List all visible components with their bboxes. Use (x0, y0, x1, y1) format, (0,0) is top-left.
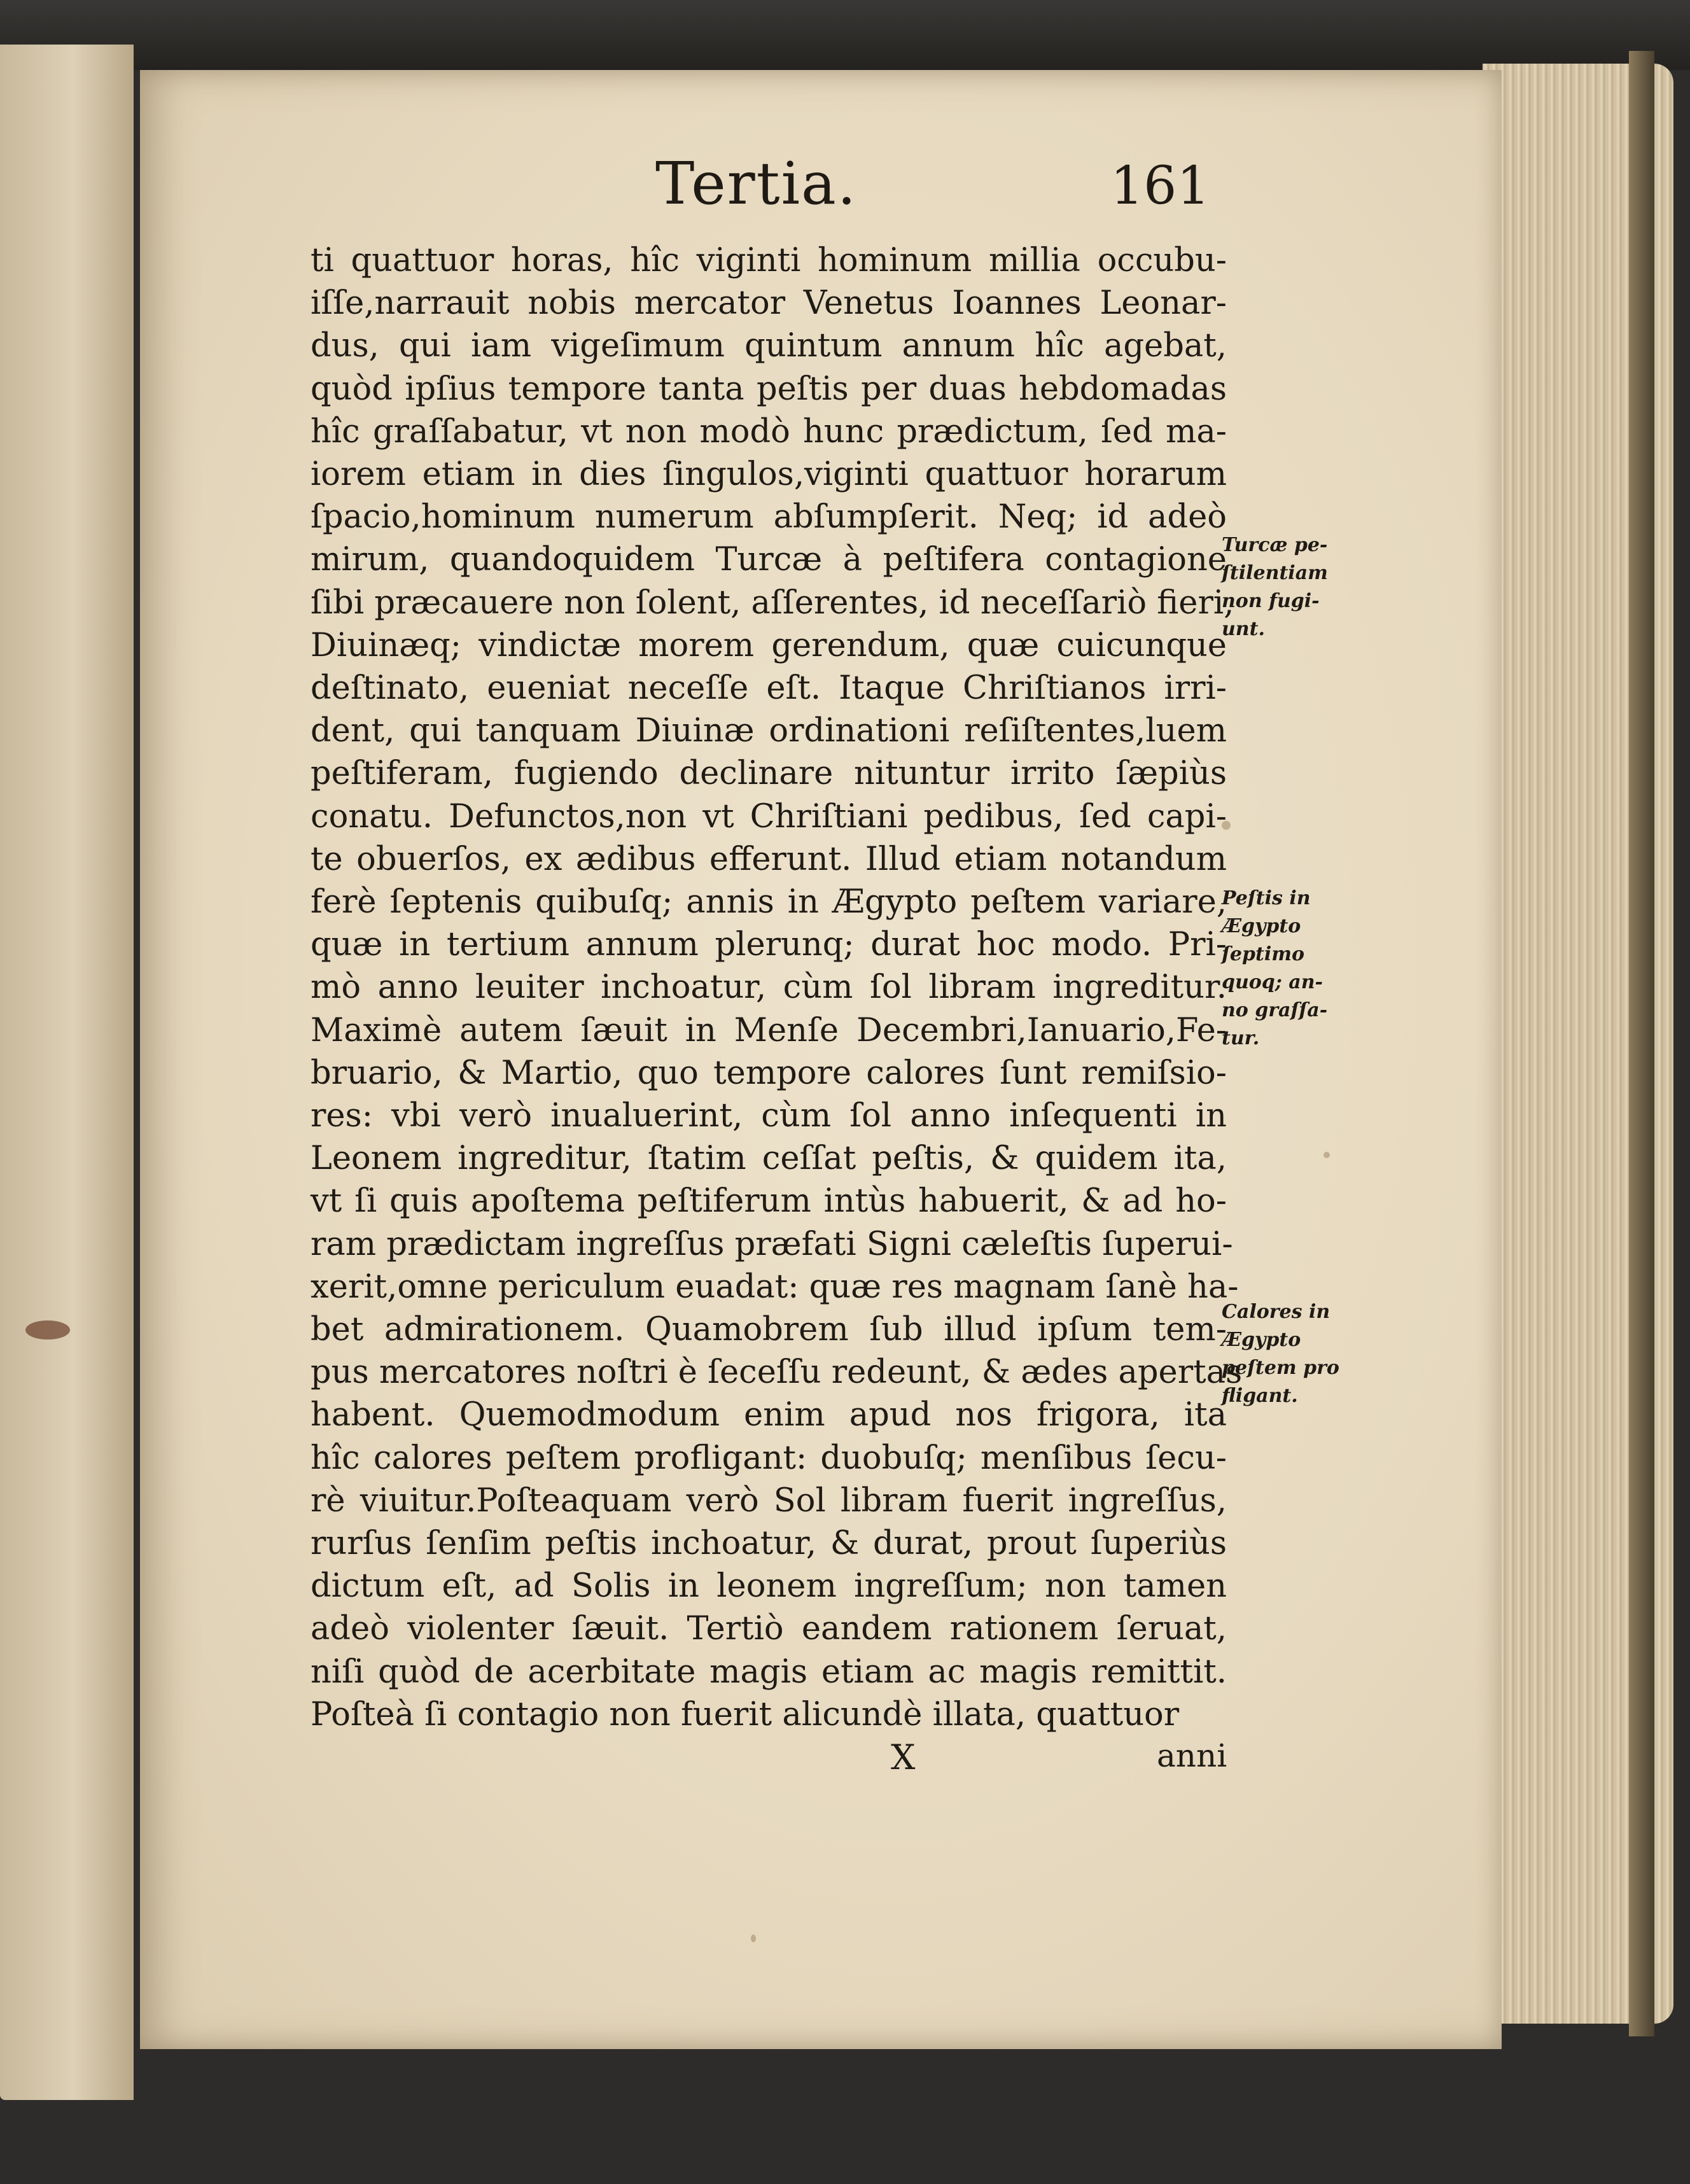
text-line: iorem etiam in dies ſingulos,viginti quattuor horarum (311, 456, 1227, 493)
margin-note-line: unt. (1222, 618, 1265, 640)
margin-note-line: quoq; an- (1222, 971, 1323, 993)
text-line: conatu. Defunctos,non vt Chriſtiani pedibus, ſed capi- (311, 797, 1227, 836)
margin-note-line: ſtilentiam (1222, 562, 1328, 584)
text-line: xerit,omne periculum euadat: quæ res magnam ſanè ha- (311, 1268, 1239, 1306)
text-line: quæ in tertium annum plerunq; durat hoc modo. Pri- (311, 926, 1227, 964)
margin-note-line: Calores in (1222, 1301, 1330, 1323)
margin-note-line: fligant. (1222, 1385, 1298, 1407)
text-line: mò anno leuiter inchoatur, cùm ſol libram ingreditur. (311, 969, 1227, 1007)
text-line: Poſteà ſi contagio non fuerit alicundè illata, quattuor (311, 1695, 1180, 1733)
text-line: dus, qui iam vigeſimum quintum annum hîc agebat, (311, 327, 1227, 365)
text-line: iſſe,narrauit nobis mercator Venetus Ioannes Leonar- (311, 284, 1227, 323)
text-line: rurſus ſenſim peſtis inchoatur, & durat, prout ſuperiùs (311, 1525, 1227, 1562)
margin-note-line: no graſſa- (1222, 999, 1328, 1021)
text-line: vt ſi quis apoſtema peſtiferum intùs habuerit, & ad ho- (311, 1182, 1227, 1221)
text-line: Diuinæq; vindictæ morem gerendum, quæ cuicunque (311, 626, 1227, 664)
text-line: mirum, quandoquidem Turcæ à peſtifera contagione (311, 541, 1227, 579)
text-line: Maximè autem ſæuit in Menſe Decembri,Ianuario,Fe- (311, 1011, 1227, 1049)
text-line: hîc calores peſtem profligant: duobuſq; menſibus ſecu- (311, 1439, 1227, 1477)
margin-note-line: ſeptimo (1222, 943, 1304, 965)
text-line: habent. Quemodmodum enim apud nos frigora, ita (311, 1396, 1227, 1434)
margin-note-line: Turcæ pe- (1222, 534, 1328, 556)
margin-note-line: peſtem pro (1222, 1357, 1339, 1379)
text-line: ſpacio,hominum numerum abſumpſerit. Neq; id adeò (311, 498, 1227, 536)
text-line: hîc graſſabatur, vt non modò hunc prædictum, ſed ma- (311, 412, 1227, 451)
text-line: quòd ipſius tempore tanta peſtis per duas hebdomadas (311, 370, 1227, 408)
margin-note-line: Ægypto (1222, 915, 1301, 937)
page-header-title: Tertia. (655, 150, 858, 218)
text-line: dictum eſt, ad Solis in leonem ingreſſum; non tamen (311, 1567, 1227, 1606)
text-line: ſibi præcauere non ſolent, aſſerentes, id neceſſariò fieri, (311, 584, 1234, 622)
text-line: deſtinato, eueniat neceſſe eſt. Itaque Chriſtianos irri- (311, 669, 1227, 707)
text-line: te obuerſos, ex ædibus efferunt. Illud etiam notandum (311, 840, 1227, 878)
margin-note-1 (1222, 531, 1362, 643)
text-line: dent, qui tanquam Diuinæ ordinationi reſiſtentes,luem (311, 712, 1227, 750)
margin-note-line: Peſtis in (1222, 887, 1311, 909)
margin-note-line: non fugi- (1222, 590, 1320, 612)
catchword: anni (1157, 1737, 1227, 1774)
text-line: niſi quòd de acerbitate magis etiam ac magis remittit. (311, 1653, 1227, 1691)
margin-note-line: Ægypto (1222, 1329, 1301, 1351)
margin-note-3 (1222, 1298, 1362, 1410)
text-line: peſtiferam, fugiendo declinare nituntur irrito ſæpiùs (311, 755, 1227, 793)
text-line: Leonem ingreditur, ſtatim ceſſat peſtis, & quidem ita, (311, 1140, 1227, 1178)
text-line: pus mercatores noſtri è ſeceſſu redeunt, & ædes apertas (311, 1354, 1243, 1392)
text-line: bruario, & Martio, quo tempore calores ſunt remiſsio- (311, 1054, 1227, 1092)
text-line: ferè ſeptenis quibuſq; annis in Ægypto peſtem variare, (311, 883, 1227, 921)
margin-note-line: tur. (1222, 1027, 1260, 1049)
text-line: res: vbi verò inualuerint, cùm ſol anno inſequenti in (311, 1097, 1227, 1135)
margin-note-2 (1222, 885, 1362, 1053)
text-line: adeò violenter ſæuit. Tertiò eandem rationem ſeruat, (311, 1610, 1227, 1648)
signature-mark: X (891, 1737, 916, 1777)
page-number: 161 (1110, 156, 1210, 216)
text-line: rè viuitur.Poſteaquam verò Sol libram fuerit ingreſſus, (311, 1481, 1227, 1520)
text-line: bet admirationem. Quamobrem ſub illud ipſum tem- (311, 1311, 1227, 1348)
text-line: ti quattuor horas, hîc viginti hominum millia occubu- (311, 242, 1227, 279)
text-line: ram prædictam ingreſſus præfati Signi cæleſtis ſuperui- (311, 1225, 1233, 1263)
